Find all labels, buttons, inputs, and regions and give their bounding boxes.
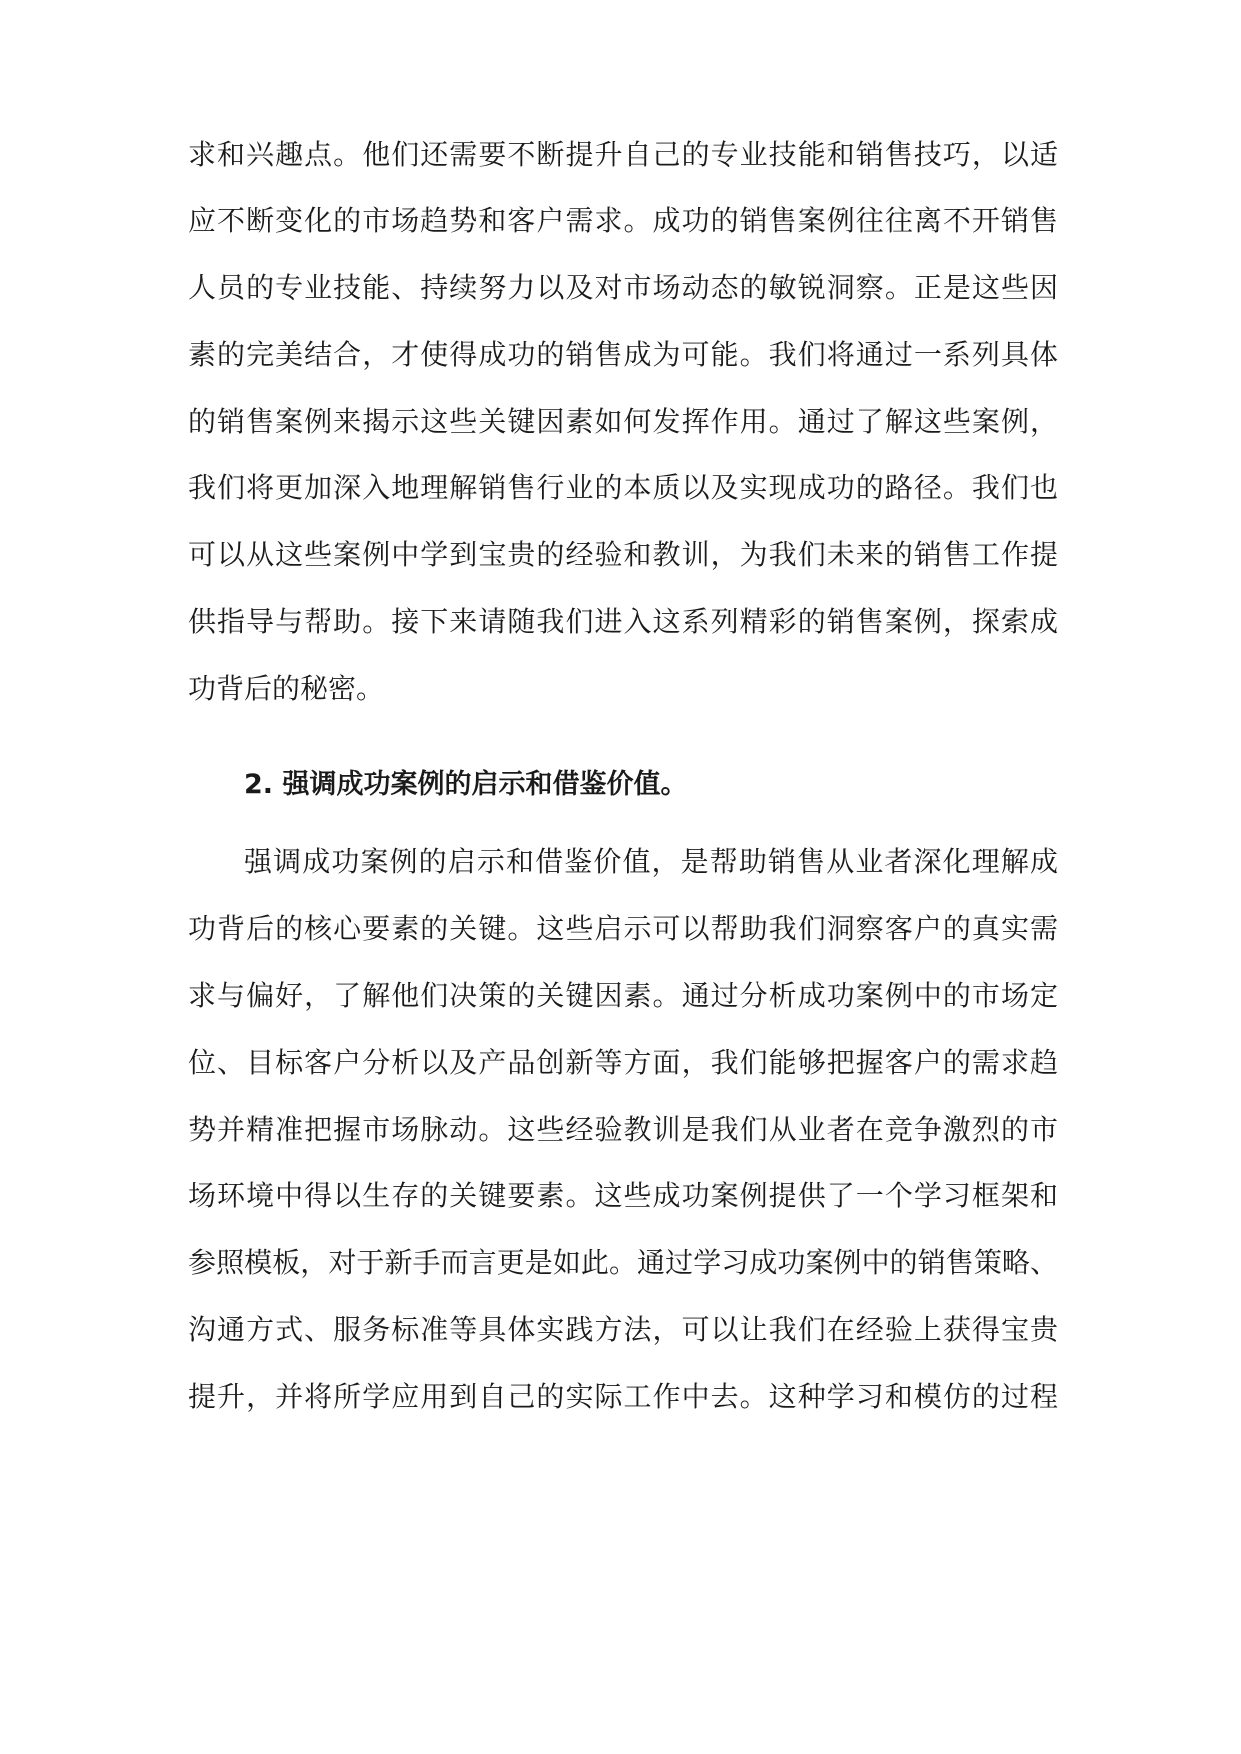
paragraph-line: 功背后的核心要素的关键。这些启示可以帮助我们洞察客户的真实需 <box>188 912 1058 945</box>
paragraph-line: 可以从这些案例中学到宝贵的经验和教训，为我们未来的销售工作提 <box>188 538 1058 571</box>
paragraph-line: 参照模板，对于新手而言更是如此。通过学习成功案例中的销售策略、 <box>188 1246 1058 1279</box>
paragraph-line: 功背后的秘密。 <box>188 672 385 705</box>
paragraph-line: 我们将更加深入地理解销售行业的本质以及实现成功的路径。我们也 <box>188 471 1058 504</box>
paragraph-line: 强调成功案例的启示和借鉴价值，是帮助销售从业者深化理解成 <box>244 845 1058 878</box>
paragraph-line: 的销售案例来揭示这些关键因素如何发挥作用。通过了解这些案例， <box>188 405 1058 438</box>
paragraph-line: 应不断变化的市场趋势和客户需求。成功的销售案例往往离不开销售 <box>188 204 1058 237</box>
paragraph-line: 沟通方式、服务标准等具体实践方法，可以让我们在经验上获得宝贵 <box>188 1313 1058 1346</box>
paragraph-line: 提升，并将所学应用到自己的实际工作中去。这种学习和模仿的过程 <box>188 1380 1058 1413</box>
paragraph-line: 求和兴趣点。他们还需要不断提升自己的专业技能和销售技巧，以适 <box>188 138 1058 171</box>
paragraph-line: 素的完美结合，才使得成功的销售成为可能。我们将通过一系列具体 <box>188 338 1058 371</box>
paragraph-line: 求与偏好，了解他们决策的关键因素。通过分析成功案例中的市场定 <box>188 979 1058 1012</box>
paragraph-line: 人员的专业技能、持续努力以及对市场动态的敏锐洞察。正是这些因 <box>188 271 1058 304</box>
paragraph-line: 位、目标客户分析以及产品创新等方面，我们能够把握客户的需求趋 <box>188 1046 1058 1079</box>
paragraph-line: 势并精准把握市场脉动。这些经验教训是我们从业者在竞争激烈的市 <box>188 1113 1058 1146</box>
section-heading: 2. 强调成功案例的启示和借鉴价值。 <box>244 769 688 800</box>
paragraph-line: 场环境中得以生存的关键要素。这些成功案例提供了一个学习框架和 <box>188 1179 1058 1212</box>
paragraph-line: 供指导与帮助。接下来请随我们进入这系列精彩的销售案例，探索成 <box>188 605 1058 638</box>
